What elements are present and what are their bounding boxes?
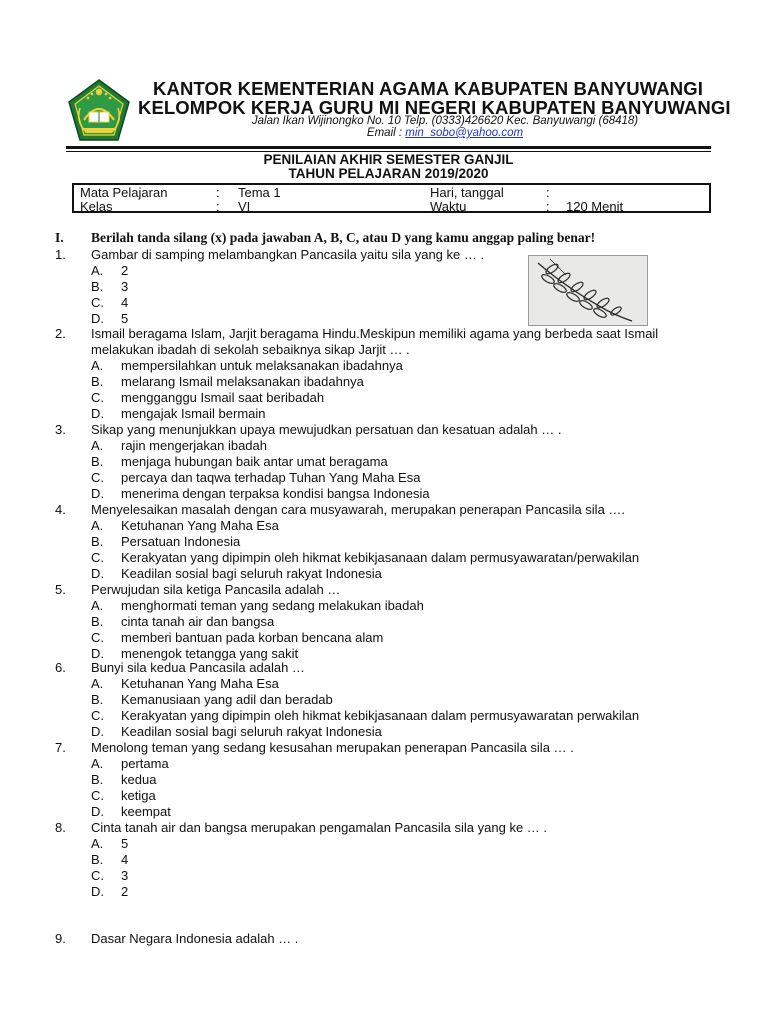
option-letter: B. — [91, 453, 104, 469]
option-text: menengok tetangga yang sakit — [121, 645, 299, 661]
question-text: melakukan ibadah di sekolah sebaiknya sikap Jarjit … . — [91, 341, 410, 357]
subject-colon: : — [216, 185, 220, 200]
date-label: Hari, tanggal — [430, 185, 504, 200]
option-text: Keadilan sosial bagi seluruh rakyat Indonesia — [121, 723, 382, 739]
option-letter: B. — [91, 613, 104, 629]
date-colon: : — [546, 185, 550, 200]
option-text: menjaga hubungan baik antar umat beragama — [121, 453, 388, 469]
option-letter: A. — [91, 437, 104, 453]
option-letter: D. — [91, 565, 104, 581]
option-text: Kerakyatan yang dipimpin oleh hikmat kebikjasanaan dalam permusyawaratan/perwakilan — [121, 549, 640, 565]
org-email-line — [210, 127, 680, 139]
option-text: cinta tanah air dan bangsa — [121, 613, 275, 629]
class-colon: : — [216, 199, 220, 214]
org-name-line1: KANTOR KEMENTERIAN AGAMA KABUPATEN BANYUWANGI — [153, 78, 703, 99]
option-text: percaya dan taqwa terhadap Tuhan Yang Maha Esa — [121, 469, 421, 485]
question-number: 6. — [55, 660, 66, 675]
option-letter: A. — [91, 597, 104, 613]
option-text: mengajak Ismail bermain — [121, 405, 266, 421]
subject-label: Mata Pelajaran — [80, 185, 168, 200]
question-text: Cinta tanah air dan bangsa merupakan pengamalan Pancasila sila yang ke … . — [91, 820, 548, 835]
option-text: rajin mengerjakan ibadah — [121, 437, 267, 453]
option-text: Ketuhanan Yang Maha Esa — [121, 517, 279, 533]
option-text: 5 — [121, 310, 129, 326]
time-value: 120 Menit — [566, 199, 624, 214]
question-text: Menyelesaikan masalah dengan cara musyawarah, merupakan penerapan Pancasila sila …. — [91, 502, 626, 517]
org-name-line2: KELOMPOK KERJA GURU MI NEGERI KABUPATEN BANYUWANGI — [138, 97, 731, 118]
email-link[interactable]: min_sobo@yahoo.com — [405, 127, 524, 139]
question-number: 5. — [55, 582, 66, 597]
option-letter: C. — [91, 707, 104, 723]
class-value: VI — [238, 199, 251, 214]
option-letter: C. — [91, 549, 104, 565]
option-text: 5 — [121, 835, 129, 851]
option-text: Persatuan Indonesia — [121, 533, 241, 549]
ministry-logo-icon — [66, 78, 132, 144]
option-text: ketiga — [121, 787, 156, 803]
option-letter: B. — [91, 771, 104, 787]
question-text: Dasar Negara Indonesia adalah … . — [91, 931, 299, 946]
option-letter: C. — [91, 389, 104, 405]
question-number: 4. — [55, 502, 66, 517]
option-letter: D. — [91, 723, 104, 739]
option-text: mempersilahkan untuk melaksanakan ibadahnya — [121, 357, 403, 373]
section-instruction: Berilah tanda silang (x) pada jawaban A, B, C, atau D yang kamu anggap paling benar! — [91, 230, 596, 245]
option-letter: C. — [91, 294, 104, 310]
question-number: 2. — [55, 326, 66, 341]
option-text: 4 — [121, 851, 129, 867]
exam-year: TAHUN PELAJARAN 2019/2020 — [288, 166, 489, 181]
question-number: 1. — [55, 247, 66, 262]
org-address: Jalan Ikan Wijinongko No. 10 Telp. (0333)426620 Kec. Banyuwangi (68418) — [251, 115, 639, 127]
question-text: Menolong teman yang sedang kesusahan merupakan penerapan Pancasila sila … . — [91, 740, 574, 755]
question-number: 8. — [55, 820, 66, 835]
option-letter: C. — [91, 867, 104, 883]
option-text: Kerakyatan yang dipimpin oleh hikmat kebikjasanaan dalam permusyawaratan perwakilan — [121, 707, 640, 723]
option-letter: A. — [91, 262, 104, 278]
option-letter: B. — [91, 278, 104, 294]
option-text: mengganggu Ismail saat beribadah — [121, 389, 325, 405]
time-label: Waktu — [430, 199, 467, 214]
option-text: Ketuhanan Yang Maha Esa — [121, 675, 279, 691]
option-letter: D. — [91, 485, 104, 501]
section-number: I. — [55, 230, 64, 245]
exam-title: PENILAIAN AKHIR SEMESTER GANJIL — [263, 152, 514, 167]
question-number: 3. — [55, 422, 66, 437]
option-letter: D. — [91, 645, 104, 661]
option-letter: C. — [91, 469, 104, 485]
option-text: memberi bantuan pada korban bencana alam — [121, 629, 384, 645]
option-text: pertama — [121, 755, 169, 771]
email-label: Email : — [366, 127, 406, 139]
option-text: Keadilan sosial bagi seluruh rakyat Indonesia — [121, 565, 382, 581]
option-text: melarang Ismail melaksanakan ibadahnya — [121, 373, 364, 389]
question-text: Gambar di samping melambangkan Pancasila yaitu sila yang ke … . — [91, 247, 485, 262]
class-label: Kelas — [80, 199, 113, 214]
option-text: menghormati teman yang sedang melakukan ibadah — [121, 597, 424, 613]
option-letter: B. — [91, 373, 104, 389]
question-text: Perwujudan sila ketiga Pancasila adalah … — [91, 582, 341, 597]
question-number: 7. — [55, 740, 66, 755]
option-letter: A. — [91, 517, 104, 533]
option-text: 4 — [121, 294, 129, 310]
option-letter: C. — [91, 629, 104, 645]
subject-value: Tema 1 — [238, 185, 281, 200]
option-letter: B. — [91, 851, 104, 867]
option-text: 3 — [121, 278, 129, 294]
option-text: kedua — [121, 771, 157, 787]
option-text: keempat — [121, 803, 171, 819]
option-letter: D. — [91, 883, 104, 899]
question-number: 9. — [55, 931, 66, 946]
option-letter: C. — [91, 787, 104, 803]
option-letter: B. — [91, 691, 104, 707]
option-text: 2 — [121, 883, 129, 899]
rice-stalk-image — [528, 255, 648, 326]
exam-info-box — [72, 183, 711, 213]
option-text: 2 — [121, 262, 129, 278]
option-letter: A. — [91, 755, 104, 771]
option-text: Kemanusiaan yang adil dan beradab — [121, 691, 333, 707]
question-text: Sikap yang menunjukkan upaya mewujudkan persatuan dan kesatuan adalah … . — [91, 422, 562, 437]
option-text: menerima dengan terpaksa kondisi bangsa Indonesia — [121, 485, 430, 501]
question-text: Ismail beragama Islam, Jarjit beragama Hindu.Meskipun memiliki agama yang berbeda saat Ismail — [91, 326, 659, 341]
option-letter: D. — [91, 310, 104, 326]
option-letter: D. — [91, 803, 104, 819]
option-text: 3 — [121, 867, 129, 883]
option-letter: B. — [91, 533, 104, 549]
option-letter: A. — [91, 835, 104, 851]
letterhead-rule-thick — [66, 146, 711, 149]
option-letter: A. — [91, 675, 104, 691]
question-text: Bunyi sila kedua Pancasila adalah … — [91, 660, 305, 675]
option-letter: D. — [91, 405, 104, 421]
time-colon: : — [546, 199, 550, 214]
option-letter: A. — [91, 357, 104, 373]
